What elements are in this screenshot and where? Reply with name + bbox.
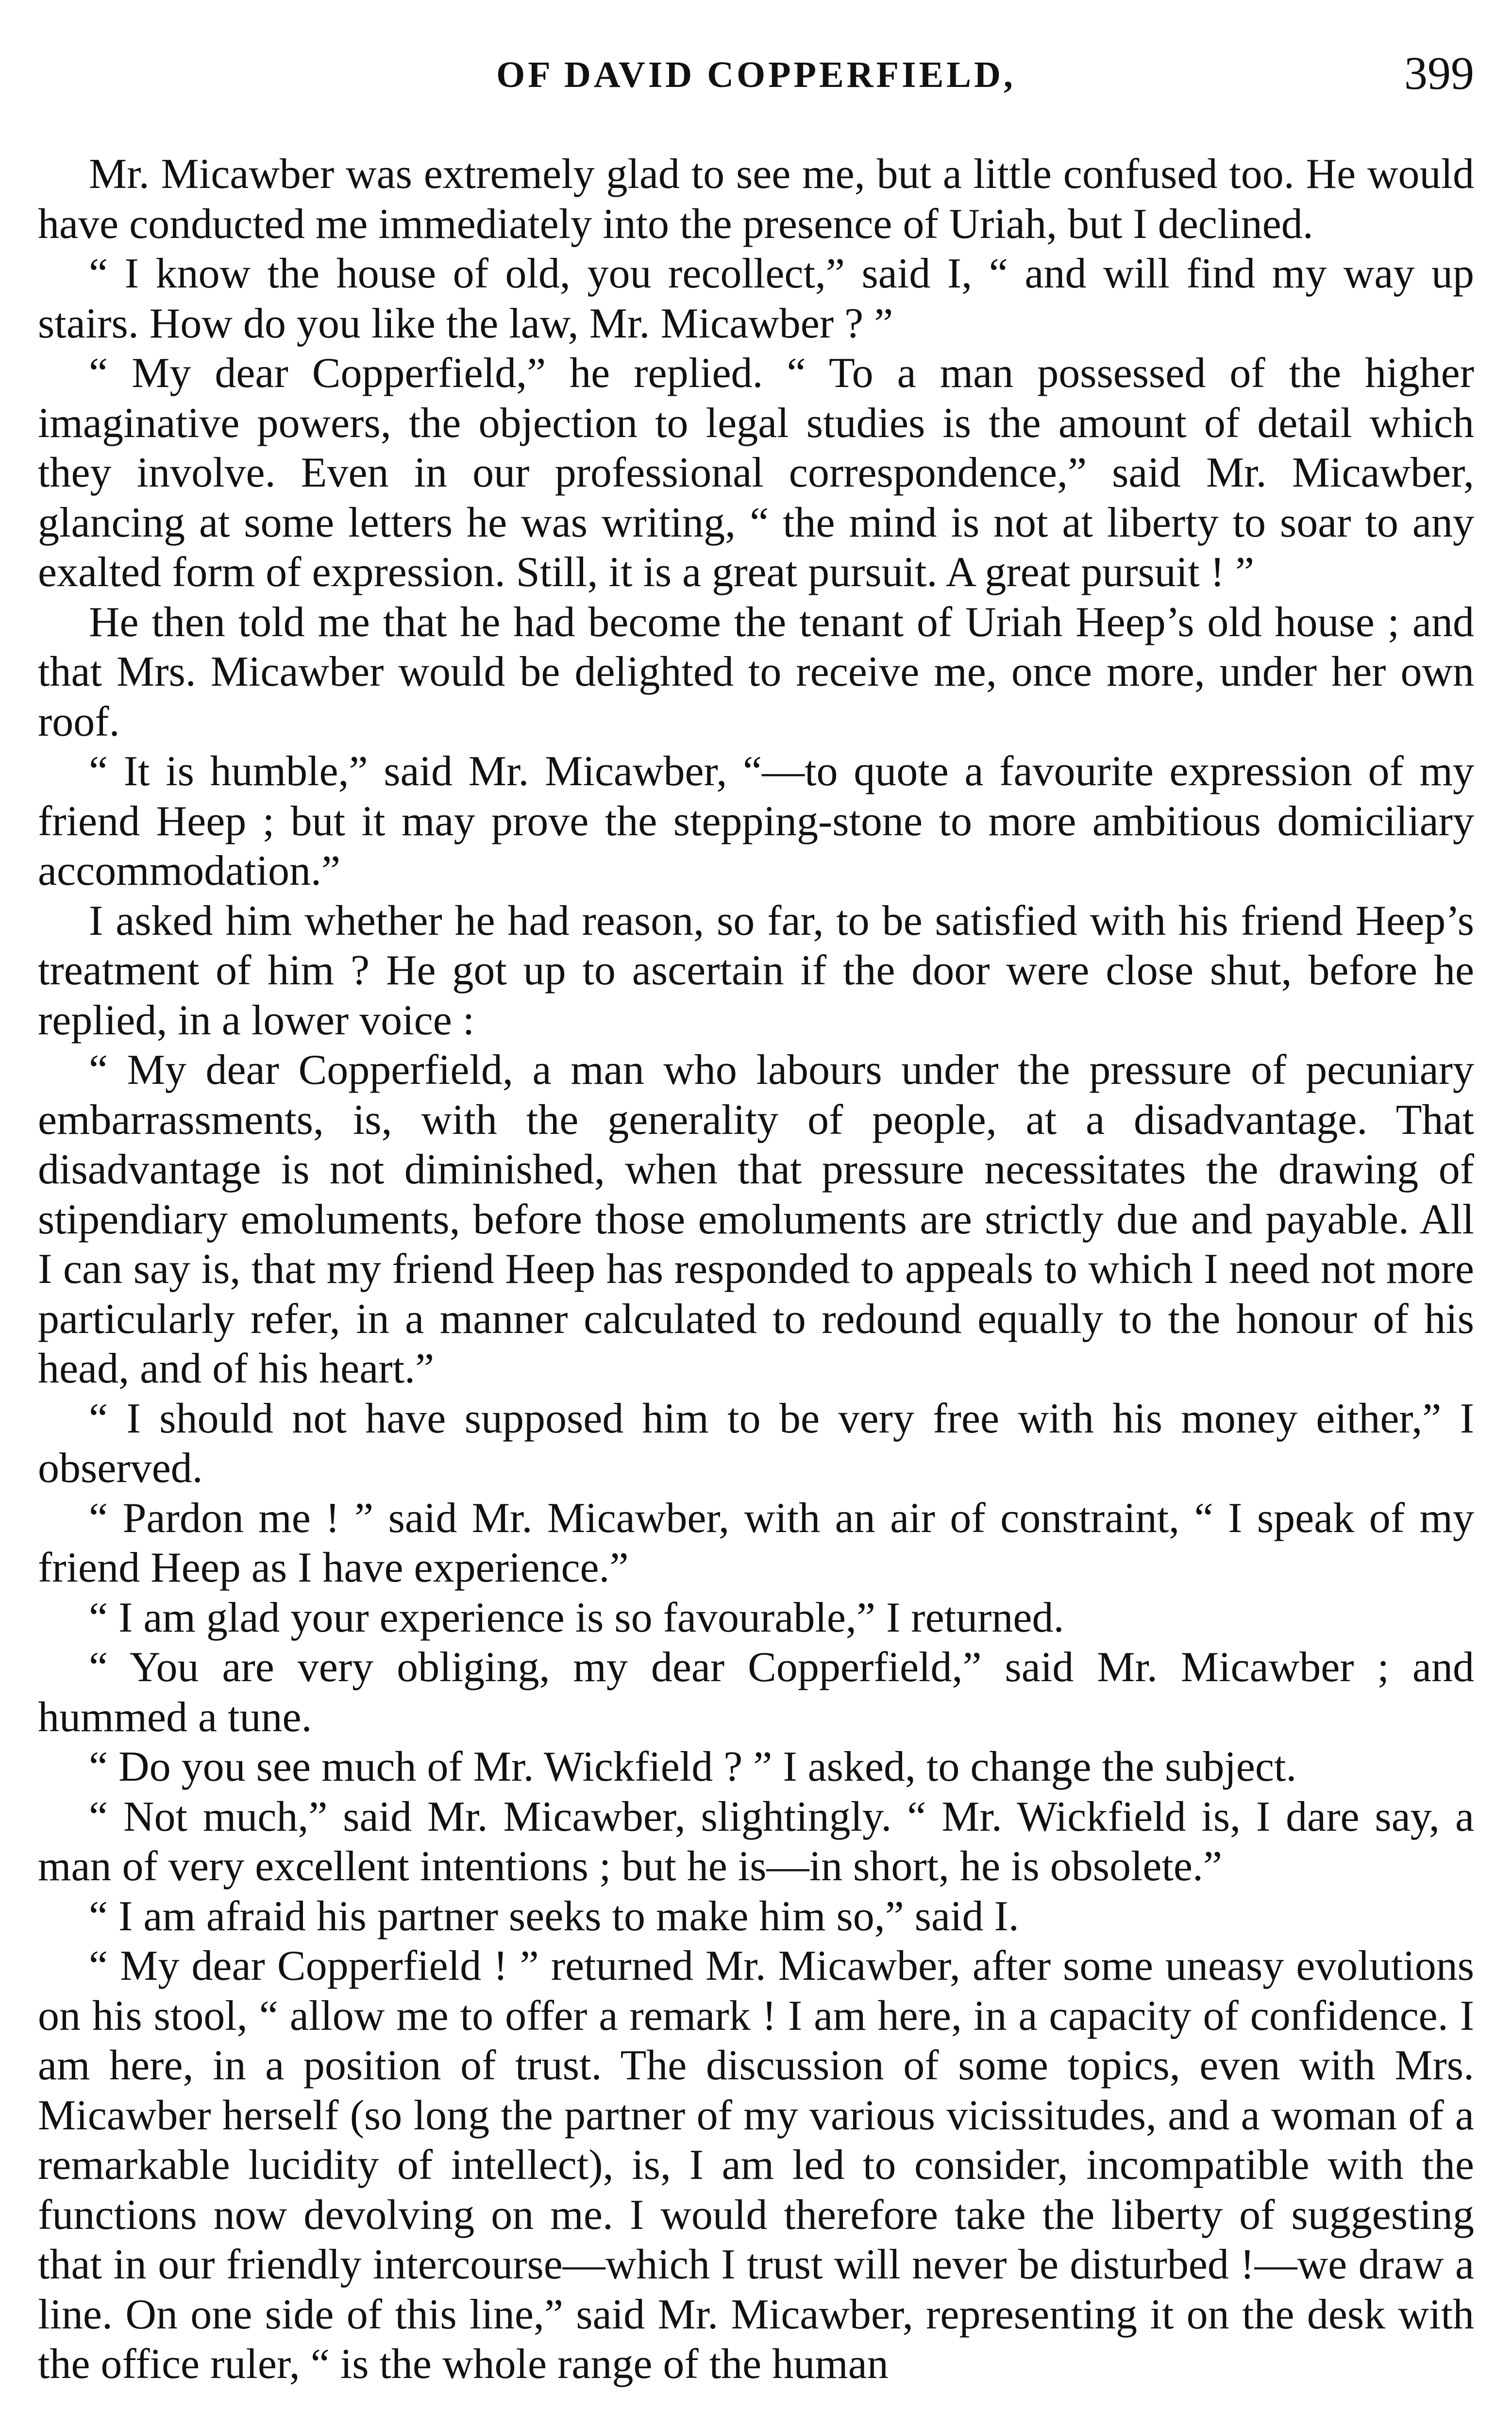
paragraph: “ I should not have supposed him to be very free with his money either,” I observed. (38, 1395, 1474, 1492)
running-title: OF DAVID COPPERFIELD, (496, 54, 1016, 95)
paragraph: “ It is humble,” said Mr. Micawber, “—to quote a favourite expression of my friend Heep ; but it may prove the stepping-stone to more ambitious domiciliary accommodation.” (38, 748, 1474, 894)
paragraph: “ Not much,” said Mr. Micawber, slightingly. “ Mr. Wickfield is, I dare say, a man of very excellent intentions ; but he is—in short, he is obsolete.” (38, 1793, 1474, 1890)
paragraph: “ Pardon me ! ” said Mr. Micawber, with an air of constraint, “ I speak of my friend Heep as I have experience.” (38, 1494, 1474, 1591)
paragraph: “ My dear Copperfield,” he replied. “ To a man possessed of the higher imaginative powers, the objection to legal studies is the amount of detail which they involve. Even in our professional correspondence,” said Mr. Micawber, glancing at some letters he was writing, “ the mind is not at liberty to soar to any exalted form of expression. Still, it is a great pursuit. A great pursuit ! ” (38, 350, 1474, 596)
paragraph: “ Do you see much of Mr. Wickfield ? ” I asked, to change the subject. (89, 1743, 1297, 1790)
page-header (38, 47, 1474, 100)
paragraph: “ I know the house of old, you recollect,” said I, “ and will find my way up stairs. How do you like the law, Mr. Micawber ? ” (38, 250, 1474, 347)
paragraph: I asked him whether he had reason, so far, to be satisfied with his friend Heep’s treatment of him ? He got up to ascertain if the door were close shut, before he replied, in a lower voice : (38, 897, 1474, 1044)
paragraph: “ You are very obliging, my dear Copperfield,” said Mr. Micawber ; and hummed a tune. (38, 1644, 1474, 1741)
paragraph: “ I am glad your experience is so favourable,” I returned. (89, 1594, 1064, 1641)
paragraph: He then told me that he had become the tenant of Uriah Heep’s old house ; and that Mrs. Micawber would be delighted to receive me, once more, under her own roof. (38, 598, 1474, 745)
paragraph: “ My dear Copperfield ! ” returned Mr. Micawber, after some uneasy evolutions on his stool, “ allow me to offer a remark ! I am here, in a capacity of confidence. I am here, in a position of trust. The discussion of some topics, even with Mrs. Micawber herself (so long the partner of my various vicissitudes, and a woman of a remarkable lucidity of intellect), is, I am led to consider, incompatible with the functions now devolving on me. I would therefore take the liberty of suggesting that in our friendly intercourse—which I trust will never be disturbed !—we draw a line. On one side of this line,” said Mr. Micawber, representing it on the desk with the office ruler, “ is the whole range of the human (38, 1942, 1474, 2388)
page-number: 399 (1404, 47, 1474, 99)
paragraph: “ I am afraid his partner seeks to make him so,” said I. (89, 1892, 1019, 1940)
paragraph: Mr. Micawber was extremely glad to see me, but a little confused too. He would have conducted me immediately into the presence of Uriah, but I declined. (38, 151, 1474, 248)
body-text (38, 150, 1474, 2390)
paragraph: “ My dear Copperfield, a man who labours under the pressure of pecuniary embarrassments, is, with the generality of people, at a disadvantage. That disadvantage is not diminished, when that pressure necessitates the drawing of stipendiary emoluments, before those emoluments are strictly due and payable. All I can say is, that my friend Heep has responded to appeals to which I need not more particularly refer, in a manner calculated to redound equally to the honour of his head, and of his heart.” (38, 1046, 1474, 1392)
